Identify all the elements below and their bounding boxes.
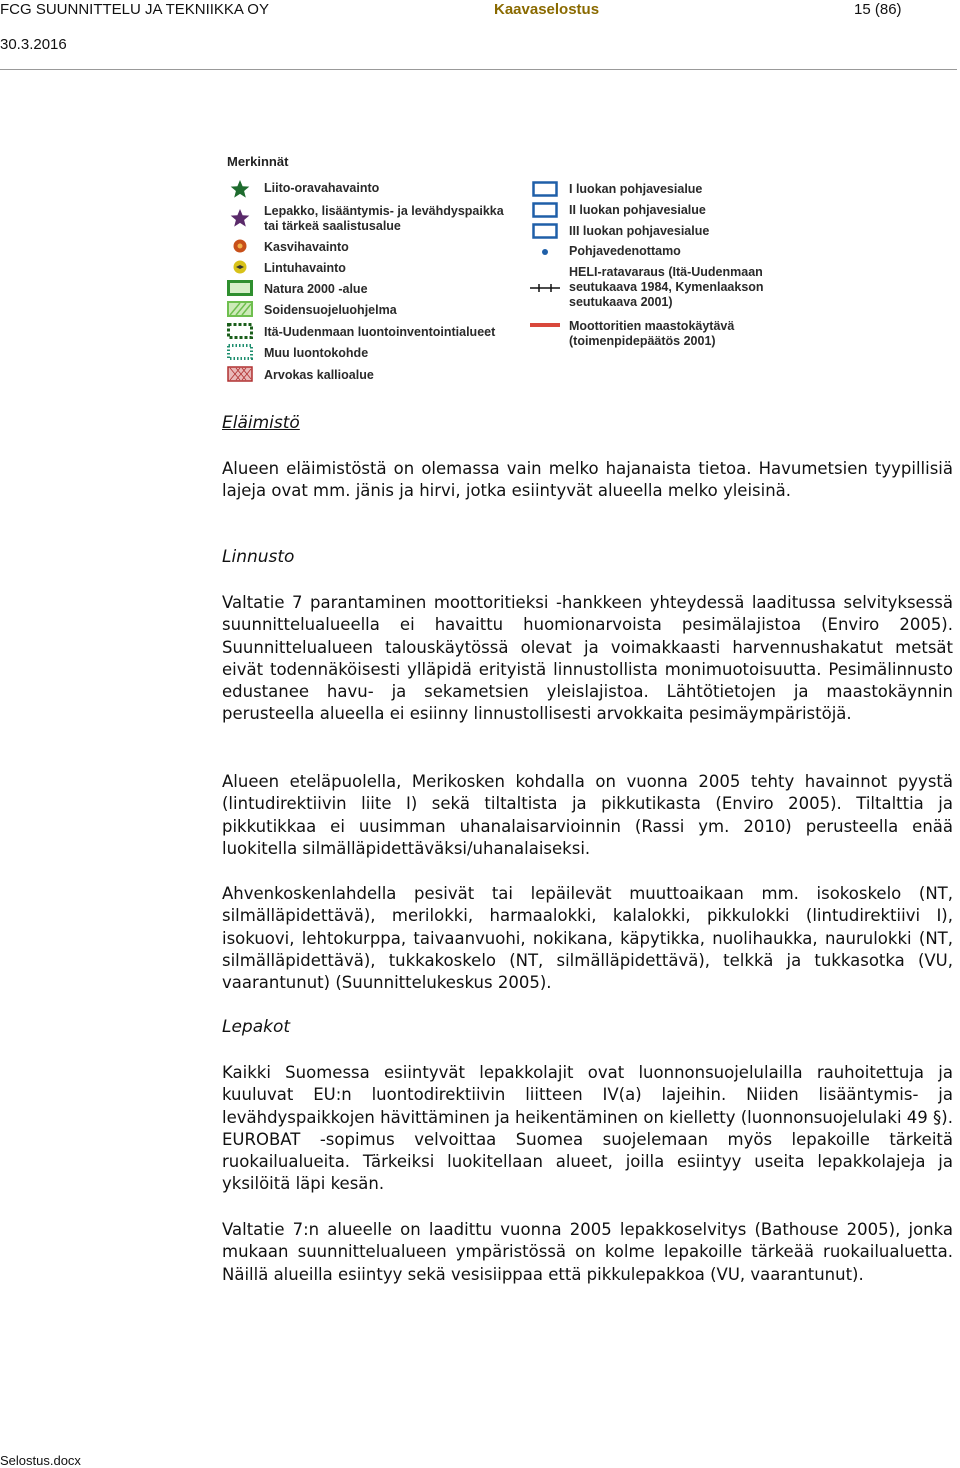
paragraph: Alueen eläimistöstä on olemassa vain melko hajanaista tietoa. Havumetsien tyypillisiä lajeja ovat mm. jänis ja hirvi, jotka esiintyvät alueella melko yleisinä.: [222, 459, 953, 501]
header-divider: [0, 69, 957, 70]
legend-item-kasvihavainto: Kasvihavainto: [264, 240, 349, 254]
blue-outline-square-icon: [532, 223, 558, 239]
orange-flower-icon: [232, 238, 248, 254]
header-company: FCG SUUNNITTELU JA TEKNIIKKA OY: [0, 1, 269, 18]
blue-dot-icon: [540, 247, 550, 257]
elaimisto-body: [222, 458, 953, 503]
header-page-number: 15 (86): [854, 1, 902, 18]
section-heading-lepakot: Lepakot: [222, 1017, 291, 1037]
footer-filename: Selostus.docx: [0, 1453, 81, 1468]
legend-item-ita-uusimaa: Itä-Uudenmaan luontoinventointialueet: [264, 325, 496, 339]
green-hatched-square-icon: [227, 301, 253, 317]
map-legend: [222, 140, 796, 388]
legend-item-arvokas-kallioalue: Arvokas kallioalue: [264, 368, 374, 382]
paragraph: Kaikki Suomessa esiintyvät lepakkolajit ovat luonnonsuojelulailla rauhoitettuja ja kuuluvat EU:n luontodirektiivin liitteen IV(a) lajeihin. Niiden lisääntymis- ja levähdyspaikkojen hävittäminen ja heikentäminen on kielletty (luonnonsuojelulaki 49 §). EUROBAT -sopimus velvoittaa Suomea suojelemaan myös lepakoille tärkeitä ruokailualueita. Tärkeiksi luokitellaan alueet, joilla esiintyy useita lepakkolajeja ja yksilöitä läpi kesän.: [222, 1063, 953, 1194]
purple-star-icon: [230, 208, 250, 228]
lepakot-body-2: [222, 1219, 953, 1286]
rail-line-icon: [530, 283, 560, 293]
lepakot-body-1: [222, 1062, 953, 1196]
paragraph: Ahvenkoskenlahdella pesivät tai lepäilevät muuttoaikaan mm. isokoskelo (NT, silmälläpidettävä), merilokki, harmaalokki, kalalokki, pikkulokki (lintudirektiivi I), isokuovi, lehtokurppa, taivaanvuohi, nokikana, käpytikka, nuolihaukka, naurulokki (NT, silmälläpidettävä), tukkakoskelo (NT, silmälläpidettävä), telkkä ja tukkasotka (VU, vaarantunut) (Suunnittelukeskus 2005).: [222, 884, 953, 993]
section-heading-linnusto: Linnusto: [222, 547, 295, 567]
legend-item-liito-orava: Liito-oravahavainto: [264, 181, 380, 195]
legend-item-lintuhavainto: Lintuhavainto: [264, 261, 346, 275]
legend-item-pohjavedenottamo: Pohjavedenottamo: [569, 244, 681, 258]
red-line-icon: [530, 321, 560, 329]
header-date: 30.3.2016: [0, 36, 67, 53]
legend-title: Merkinnät: [227, 154, 289, 169]
paragraph: Valtatie 7:n alueelle on laadittu vuonna 2005 lepakkoselvitys (Bathouse 2005), jonka mukaan suunnittelualueen ympäristössä on kolme lepakoille tärkeää ruokailualuetta. Näillä alueilla esiintyy sekä vesisiippaa että pikkulepakkoa (VU, vaarantunut).: [222, 1220, 953, 1284]
legend-item-i-luokan-pohjavesialue: I luokan pohjavesialue: [569, 182, 703, 196]
legend-item-natura-2000: Natura 2000 -alue: [264, 282, 368, 296]
legend-item-lepakko: Lepakko, lisääntymis- ja levähdyspaikka tai tärkeä saalistusalue: [264, 204, 504, 233]
legend-item-heli-ratavaraus: HELI-ratavaraus (Itä-Uudenmaan seutukaava 1984, Kymenlaakson seutukaava 2001): [569, 265, 764, 309]
linnusto-body-2: [222, 771, 953, 860]
header-doc-title: Kaavaselostus: [494, 1, 600, 18]
red-hatched-square-icon: [227, 366, 253, 382]
legend-item-muu-luontokohde: Muu luontokohde: [264, 346, 369, 360]
paragraph: Alueen eteläpuolella, Merikosken kohdalla on vuonna 2005 tehty havainnot pyystä (lintudirektiivin liite I) sekä tiltaltista ja pikkutikasta (Enviro 2005). Tiltalttia ja pikkutikkaa ei uusimman uhanalaisarvioinnin (Rassi ym. 2010) perusteella enää luokitella silmälläpidettäväksi/uhanalaiseksi.: [222, 772, 953, 858]
section-heading-elaimisto: Eläimistö: [222, 413, 300, 433]
legend-item-soidensuojelu: Soidensuojeluohjelma: [264, 303, 397, 317]
yellow-bird-icon: [232, 259, 248, 275]
blue-outline-square-icon: [532, 181, 558, 197]
linnusto-body-3: [222, 883, 953, 994]
green-dotted-square-icon: [227, 344, 253, 360]
legend-item-ii-luokan-pohjavesialue: II luokan pohjavesialue: [569, 203, 706, 217]
linnusto-body-1: [222, 592, 953, 726]
dark-green-dashed-square-icon: [227, 323, 253, 339]
paragraph: Valtatie 7 parantaminen moottoritieksi -hankkeen yhteydessä laaditussa selvityksessä suunnittelualueella ei havaittu huomionarvoista pesimälajistoa (Enviro 2005). Suunnittelualueen talouskäytössä olevat ja voimakkaasti harvennushakatut metsät eivät todennäköisesti ylläpidä erityistä linnustollista monimuotoisuutta. Pesimälinnusto edustanee havu- ja sekametsien yleislajistoa. Lähtötietojen ja maastokäynnin perusteella alueella ei esiinny linnustollisesti arvokkaita pesimäympäristöjä.: [222, 593, 953, 724]
green-outline-square-icon: [227, 280, 253, 296]
blue-outline-square-icon: [532, 202, 558, 218]
legend-item-iii-luokan-pohjavesialue: III luokan pohjavesialue: [569, 224, 710, 238]
legend-item-moottoritien-maastokaytava: Moottoritien maastokäytävä (toimenpidepäätös 2001): [569, 319, 735, 348]
green-star-icon: [230, 179, 250, 199]
